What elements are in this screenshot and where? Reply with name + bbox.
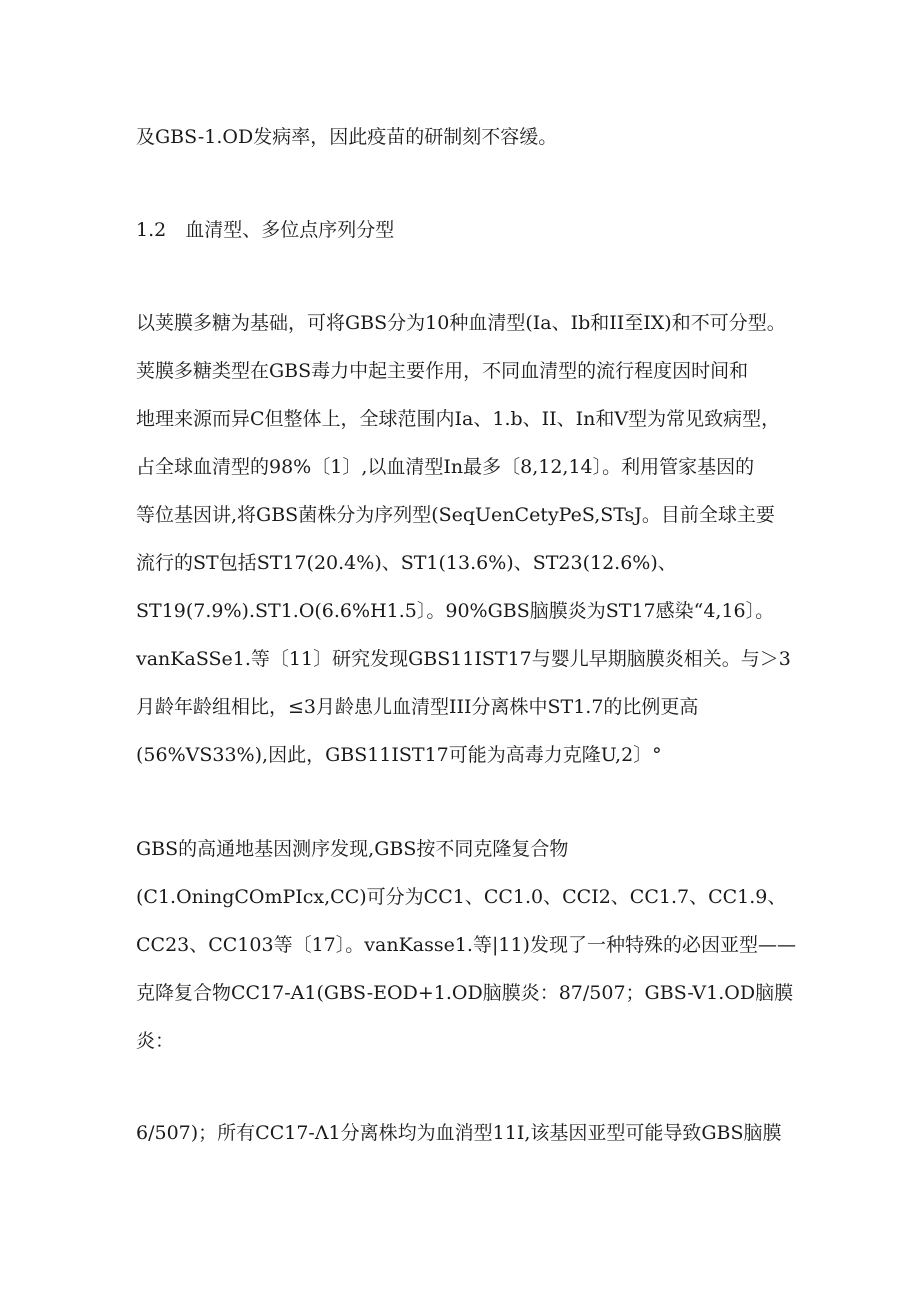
intro-line: 及GBS-1.OD发病率，因此疫苗的研制刻不容缓。: [136, 126, 558, 148]
paragraph-line: 流行的ST包括ST17(20.4%)、ST1(13.6%)、ST23(12.6%)、: [136, 552, 677, 574]
paragraph-line: CC23、CC103等〔17〕。vanKasse1.等|11)发现了一种特殊的必因亚型——: [136, 934, 796, 956]
paragraph-line: 以荚膜多糖为基础，可将GBS分为10种血清型(Ia、Ib和II至IX)和不可分型。: [136, 312, 786, 334]
paragraph-line: ST19(7.9%).ST1.O(6.6%H1.5〕。90%GBS脑膜炎为ST17感染“4,16〕。: [136, 600, 775, 622]
paragraph-line: vanKaSSe1.等〔11〕研究发现GBS11IST17与婴儿早期脑膜炎相关。与＞3: [136, 648, 791, 670]
paragraph-line: 炎：: [136, 1030, 175, 1052]
paragraph-line-continued: 6/507)；所有CC17-Λ1分离株均为血消型11I,该基因亚型可能导致GBS脑膜: [136, 1122, 782, 1144]
paragraph-line: 克降复合物CC17-A1(GBS-EOD+1.OD脑膜炎：87/507；GBS-V1.OD脑膜: [136, 982, 794, 1004]
paragraph-line: (C1.OningCOmPIcx,CC)可分为CC1、CC1.0、CCI2、CC1.7、CC1.9、: [136, 886, 787, 908]
paragraph-line: 地理来源而异C但整体上，全球范围内Ia、1.b、II、In和V型为常见致病型，: [136, 408, 781, 430]
section-heading: 1.2 血清型、多位点序列分型: [136, 219, 395, 241]
paragraph-line: 占全球血清型的98%〔1〕,以血清型In最多〔8,12,14〕。利用管家基因的: [136, 456, 755, 478]
paragraph-line: (56%VS33%),因此，GBS11IST17可能为高毒力克隆U,2〕°: [136, 744, 662, 766]
paragraph-line: 荚膜多糖类型在GBS毒力中起主要作用，不同血清型的流行程度因时间和: [136, 360, 749, 382]
paragraph-line: GBS的高通地基因测序发现,GBS按不同克隆复合物: [136, 838, 569, 860]
paragraph-line: 等位基因讲,将GBS菌株分为序列型(SeqUenCetyPeS,STsJ。目前全球主要: [136, 504, 775, 526]
paragraph-line: 月龄年龄组相比，≤3月龄患儿血清型III分离株中ST1.7的比例更高: [136, 696, 699, 718]
